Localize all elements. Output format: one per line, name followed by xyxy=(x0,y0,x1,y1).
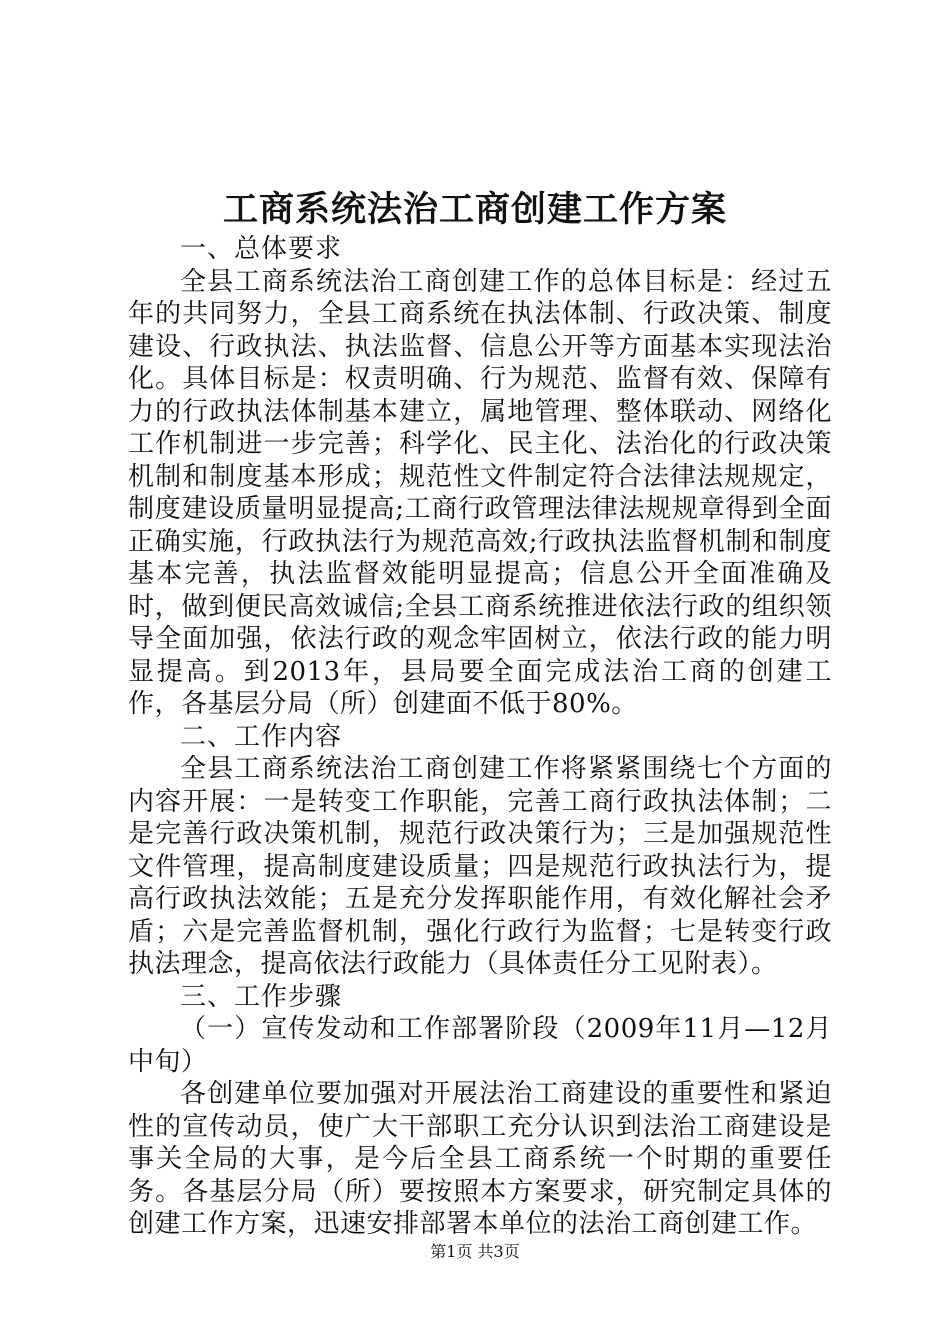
section-heading-1: 一、总体要求 xyxy=(180,234,343,264)
subheading-1: （一）宣传发动和工作部署阶段（2009年11月—12月中旬） xyxy=(128,1014,832,1077)
paragraph-3: 各创建单位要加强对开展法治工商建设的重要性和紧迫性的宣传动员，使广大干部职工充分认识到法治工商建设是事关全局的大事，是今后全县工商系统一个时期的重要任务。各基层分局（所）要按照本方案要求，研究制定具体的创建工作方案，迅速安排部署本单位的法治工商创建工作。 xyxy=(128,1079,832,1239)
document-title: 工商系统法治工商创建工作方案 xyxy=(222,189,727,230)
page-footer: 第1页 共3页 xyxy=(430,1242,520,1261)
paragraph-2: 全县工商系统法治工商创建工作将紧紧围绕七个方面的内容开展：一是转变工作职能，完善工商行政执法体制；二是完善行政决策机制，规范行政决策行为；三是加强规范性文件管理，提高制度建设质量；四是规范行政执法行为，提高行政执法效能；五是充分发挥职能作用，有效化解社会矛盾；六是完善监督机制，强化行政行为监督；七是转变行政执法理念，提高依法行政能力（具体责任分工见附表）。 xyxy=(128,754,832,979)
section-heading-3: 三、工作步骤 xyxy=(180,981,343,1012)
paragraph-1: 全县工商系统法治工商创建工作的总体目标是：经过五年的共同努力，全县工商系统在执法体制、行政决策、制度建设、行政执法、执法监督、信息公开等方面基本实现法治化。具体目标是：权责明确、行为规范、监督有效、保障有力的行政执法体制基本建立，属地管理、整体联动、网络化工作机制进一步完善；科学化、民主化、法治化的行政决策机制和制度基本形成；规范性文件制定符合法律法规规定，制度建设质量明显提高;工商行政管理法律法规规章得到全面正确实施，行政执法行为规范高效;行政执法监督机制和制度基本完善，执法监督效能明显提高；信息公开全面准确及时，做到便民高效诚信;全县工商系统推进依法行政的组织领导全面加强，依法行政的观念牢固树立，依法行政的能力明显提高。到2013年，县局要全面完成法治工商的创建工作，各基层分局（所）创建面不低于80%。 xyxy=(128,266,832,719)
document-body xyxy=(128,233,832,1241)
section-heading-2: 二、工作内容 xyxy=(180,721,343,752)
